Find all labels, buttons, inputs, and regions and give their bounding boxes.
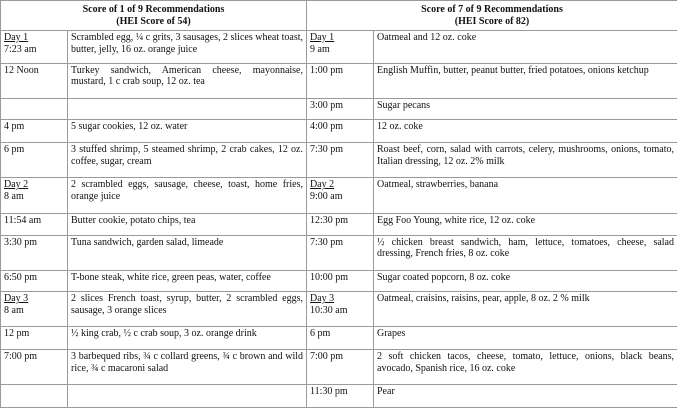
left-time-cell [1,327,68,350]
left-day-label: Day 1 [4,32,29,43]
left-time-label: 11:54 am [4,215,42,227]
left-time-label: 6:50 pm [4,271,38,283]
left-time-cell [1,270,68,292]
table-row [1,98,677,120]
left-food-cell [68,385,307,408]
left-food-cell [68,98,307,120]
table-row [1,292,677,327]
right-time-label: 6 pm [310,328,331,340]
table-row [1,63,677,98]
right-food-cell: Oatmeal, craisins, raisins, pear, apple, 8 oz. 2 % milk [374,292,677,327]
left-food-cell: 2 scrambled eggs, sausage, cheese, toast, home fries, orange juice [68,178,307,214]
right-time-cell [307,143,374,178]
left-time-cell [1,385,68,408]
right-time-cell [307,63,374,98]
left-time-cell [1,292,68,327]
right-time-cell [307,120,374,143]
left-column-header [1,1,307,31]
left-time-cell [1,31,68,64]
right-time-cell [307,292,374,327]
left-food-cell: Turkey sandwich, American cheese, mayonnaise, mustard, 1 c crab soup, 12 oz. tea [68,63,307,98]
left-day-label: Day 2 [4,179,29,191]
table-row [1,270,677,292]
left-time-label: 4 pm [4,121,25,133]
right-food-cell: Egg Foo Young, white rice, 12 oz. coke [374,214,677,236]
right-time-label: 7:30 pm [310,236,344,248]
left-food-cell: 5 sugar cookies, 12 oz. water [68,120,307,143]
table-row [1,143,677,178]
left-time-cell [1,235,68,270]
header-row [1,1,677,31]
right-time-cell [307,385,374,408]
right-header-subtitle: (HEI Score of 82) [454,15,530,27]
left-time-label: 8 am [4,190,24,202]
right-time-label: 9:00 am [310,190,343,202]
right-time-label: 12:30 pm [310,215,349,227]
left-food-cell: Butter cookie, potato chips, tea [68,214,307,236]
left-food-cell: 3 barbequed ribs, ¾ c collard greens, ¾ c brown and wild rice, ¾ c macaroni salad [68,350,307,385]
right-time-cell [307,98,374,120]
left-time-label: 3:30 pm [4,236,38,248]
left-time-cell [1,214,68,236]
right-header-title: Score of 7 of 9 Recommendations [421,3,563,15]
left-food-cell: 3 stuffed shrimp, 5 steamed shrimp, 2 crab cakes, 12 oz. coffee, sugar, cream [68,143,307,178]
right-time-label: 10:30 am [310,304,348,316]
right-time-label: 7:30 pm [310,144,344,156]
right-column-header [307,1,677,31]
right-time-cell [307,31,374,64]
table-body [1,31,677,408]
left-time-cell [1,143,68,178]
table-row [1,235,677,270]
table-row [1,385,677,408]
left-time-cell [1,98,68,120]
left-header-subtitle: (HEI Score of 54) [116,15,191,27]
right-time-cell [307,178,374,214]
left-time-cell [1,120,68,143]
right-time-cell [307,270,374,292]
left-food-cell: ½ king crab, ½ c crab soup, 3 oz. orange drink [68,327,307,350]
right-food-cell: Roast beef, corn, salad with carrots, celery, mushrooms, onions, tomato, Italian dressing, 12 oz. 2% milk [374,143,677,178]
right-food-cell: ½ chicken breast sandwich, ham, lettuce, tomatoes, cheese, salad dressing, French fries, 8 oz. coke [374,235,677,270]
right-food-cell: Sugar coated popcorn, 8 oz. coke [374,270,677,292]
table-row [1,214,677,236]
right-food-cell: Sugar pecans [374,98,677,120]
table-row [1,178,677,214]
right-food-cell: English Muffin, butter, peanut butter, fried potatoes, onions ketchup [374,63,677,98]
table-row [1,327,677,350]
left-time-label: 8 am [4,304,24,316]
left-time-cell [1,178,68,214]
left-time-cell [1,350,68,385]
right-day-label: Day 1 [310,32,335,43]
left-time-label: 7:23 am [4,43,37,55]
right-time-label: 3:00 pm [310,99,344,111]
table-row [1,120,677,143]
right-time-label: 9 am [310,43,330,55]
left-food-cell: T-bone steak, white rice, green peas, water, coffee [68,270,307,292]
left-time-label: 12 pm [4,328,30,340]
right-food-cell: Grapes [374,327,677,350]
right-food-cell: Oatmeal and 12 oz. coke [374,31,677,64]
right-time-cell [307,327,374,350]
right-time-label: 4:00 pm [310,121,344,133]
table-row [1,31,677,64]
left-food-cell: 2 slices French toast, syrup, butter, 2 scrambled eggs, sausage, 3 orange slices [68,292,307,327]
right-time-cell [307,235,374,270]
left-day-label: Day 3 [4,293,29,305]
right-food-cell: Oatmeal, strawberries, banana [374,178,677,214]
table-row [1,350,677,385]
left-time-label: 6 pm [4,144,25,156]
right-time-label: 11:30 pm [310,386,348,398]
right-food-cell: 2 soft chicken tacos, cheese, tomato, lettuce, onions, black beans, avocado, Spanish rice, 16 oz. coke [374,350,677,385]
left-food-cell: Scrambled egg, ¼ c grits, 3 sausages, 2 slices wheat toast, butter, jelly, 16 oz. orange juice [68,31,307,64]
right-time-label: 1:00 pm [310,64,344,76]
left-food-cell: Tuna sandwich, garden salad, limeade [68,235,307,270]
right-time-label: 10:00 pm [310,271,349,283]
right-time-cell [307,350,374,385]
left-header-title: Score of 1 of 9 Recommendations [82,3,225,15]
right-day-label: Day 3 [310,293,335,305]
left-time-label: 12 Noon [4,64,39,76]
right-time-label: 7:00 pm [310,351,344,363]
right-time-cell [307,214,374,236]
right-day-label: Day 2 [310,179,335,191]
left-time-cell [1,63,68,98]
right-food-cell: 12 oz. coke [374,120,677,143]
left-time-label: 7:00 pm [4,351,38,363]
right-food-cell: Pear [374,385,677,408]
